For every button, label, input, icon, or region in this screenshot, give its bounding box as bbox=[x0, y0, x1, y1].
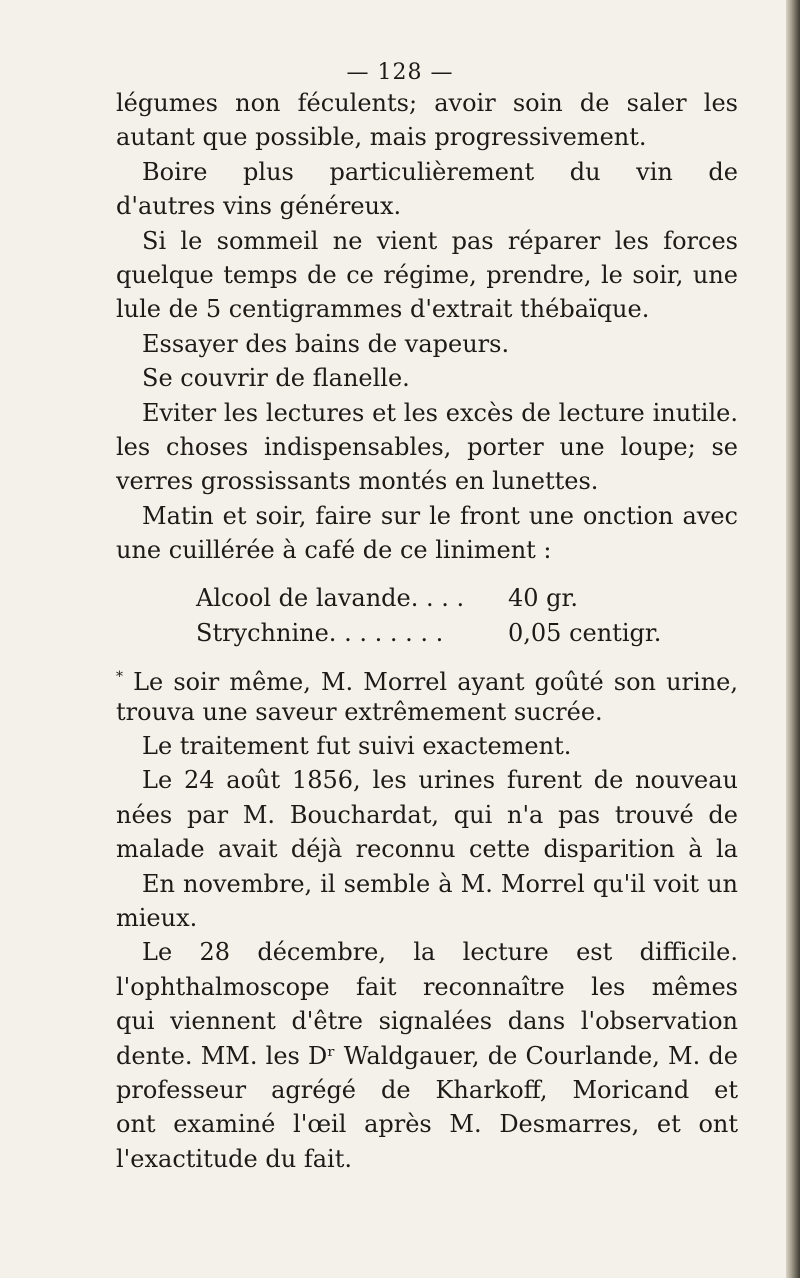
text-line: autant que possible, mais progressivement. bbox=[116, 123, 647, 152]
liniment-recipe bbox=[116, 581, 738, 650]
text-line: les choses indispensables, porter une loupe; se bbox=[116, 432, 738, 461]
text-line: Le traitement fut suivi exactement. bbox=[142, 732, 572, 761]
page-edge-shadow bbox=[786, 0, 800, 1278]
note-mark: * bbox=[116, 669, 123, 686]
text-line: professeur agrégé de Kharkoff, Moricand et bbox=[116, 1075, 738, 1104]
text-line: l'exactitude du fait. bbox=[116, 1144, 352, 1173]
recipe-row bbox=[116, 616, 738, 650]
text-line: nées par M. Bouchardat, qui n'a pas trouvé de bbox=[116, 800, 738, 829]
text-line: ont examiné l'œil après M. Desmarres, et ont bbox=[116, 1110, 738, 1139]
text-line: l'ophthalmoscope fait reconnaître les mêmes bbox=[116, 972, 738, 1001]
text-line: Essayer des bains de vapeurs. bbox=[142, 329, 510, 358]
text-line: En novembre, il semble à M. Morrel qu'il voit un bbox=[142, 869, 738, 898]
text-line: dente. MM. les Dʳ Waldgauer, de Courlande, M. de bbox=[116, 1041, 738, 1070]
text-line: verres grossissants montés en lunettes. bbox=[116, 467, 599, 496]
text-line: Boire plus particulièrement du vin de bbox=[142, 157, 738, 186]
body-text bbox=[116, 86, 738, 1176]
text-line: qui viennent d'être signalées dans l'observation bbox=[116, 1007, 738, 1036]
text-line: d'autres vins généreux. bbox=[116, 192, 402, 221]
text-line bbox=[116, 660, 738, 694]
text-line: Le 28 décembre, la lecture est difficile. bbox=[142, 938, 738, 967]
text-line: lule de 5 centigrammes d'extrait thébaïque. bbox=[116, 295, 650, 324]
text-line: légumes non féculents; avoir soin de saler les bbox=[116, 89, 738, 117]
text-line: Se couvrir de flanelle. bbox=[142, 364, 410, 393]
text-line: quelque temps de ce régime, prendre, le soir, une bbox=[116, 260, 738, 289]
text-line: Matin et soir, faire sur le front une onction avec bbox=[142, 501, 738, 530]
text-line: Eviter les lectures et les excès de lecture inutile. bbox=[142, 398, 738, 427]
text-line: mieux. bbox=[116, 903, 198, 932]
text-line: Si le sommeil ne vient pas réparer les forces bbox=[142, 226, 738, 255]
text-line: une cuillérée à café de ce liniment : bbox=[116, 536, 552, 565]
recipe-row bbox=[116, 581, 738, 615]
recipe-dose: 40 gr. bbox=[508, 584, 578, 613]
recipe-ingredient: Alcool de lavande. . . . bbox=[196, 584, 465, 613]
page-number: — 128 — bbox=[346, 60, 454, 85]
text-line: trouva une saveur extrêmement sucrée. bbox=[116, 697, 603, 726]
text-line: malade avait déjà reconnu cette disparition à la bbox=[116, 835, 738, 864]
text-line-content: Le soir même, M. Morrel ayant goûté son urine, bbox=[133, 668, 738, 695]
recipe-ingredient: Strychnine. . . . . . . . bbox=[196, 618, 444, 647]
text-line: Le 24 août 1856, les urines furent de nouveau bbox=[142, 766, 738, 795]
recipe-dose: 0,05 centigr. bbox=[508, 618, 662, 647]
